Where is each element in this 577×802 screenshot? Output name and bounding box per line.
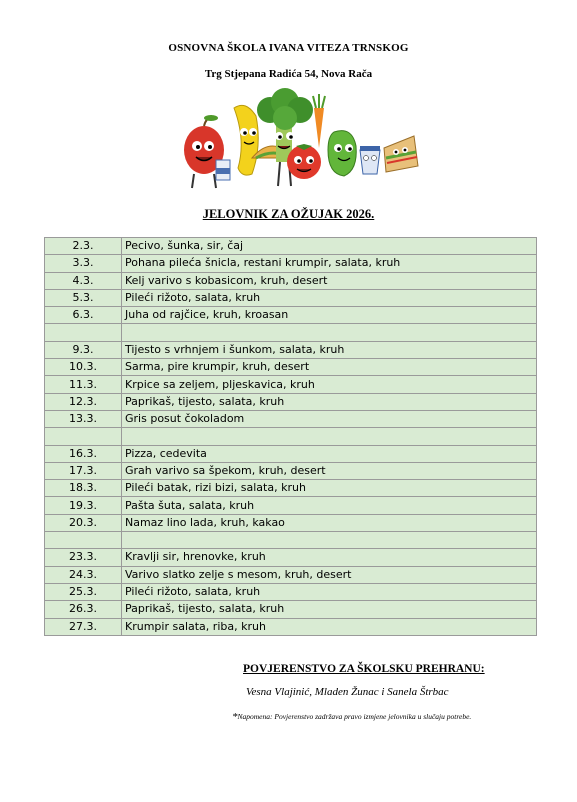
date-cell: 23.3. [45, 549, 122, 566]
meal-cell: Grah varivo sa špekom, kruh, desert [122, 462, 537, 479]
date-cell: 3.3. [45, 255, 122, 272]
date-cell: 18.3. [45, 480, 122, 497]
table-row [45, 618, 537, 635]
table-row [45, 462, 537, 479]
meal-cell [122, 428, 537, 445]
table-row [45, 393, 537, 410]
table-row [45, 307, 537, 324]
table-row [45, 480, 537, 497]
meal-cell: Tijesto s vrhnjem i šunkom, salata, kruh [122, 341, 537, 358]
date-cell: 2.3. [45, 238, 122, 255]
date-cell: 9.3. [45, 341, 122, 358]
table-row [45, 341, 537, 358]
meal-cell [122, 324, 537, 341]
table-row [45, 410, 537, 427]
date-cell: 12.3. [45, 393, 122, 410]
committee-members: Vesna Vlajinić, Mladen Žunac i Sanela Štrbac [246, 686, 449, 698]
date-cell: 17.3. [45, 462, 122, 479]
table-row-spacer [45, 324, 537, 341]
meal-cell: Pileći rižoto, salata, kruh [122, 289, 537, 306]
school-address: Trg Stjepana Radića 54, Nova Rača [204, 68, 373, 80]
meal-cell: Paprikaš, tijesto, salata, kruh [122, 601, 537, 618]
date-cell: 16.3. [45, 445, 122, 462]
meal-cell: Sarma, pire krumpir, kruh, desert [122, 359, 537, 376]
meal-cell: Juha od rajčice, kruh, kroasan [122, 307, 537, 324]
table-row [45, 497, 537, 514]
disclaimer-note [232, 711, 471, 723]
table-row [45, 359, 537, 376]
meal-cell: Kravlji sir, hrenovke, kruh [122, 549, 537, 566]
date-cell: 5.3. [45, 289, 122, 306]
date-cell: 10.3. [45, 359, 122, 376]
date-cell: 27.3. [45, 618, 122, 635]
table-row [45, 566, 537, 583]
table-row [45, 601, 537, 618]
date-cell [45, 428, 122, 445]
meal-cell: Pileći rižoto, salata, kruh [122, 583, 537, 600]
meal-cell: Gris posut čokoladom [122, 410, 537, 427]
table-row [45, 255, 537, 272]
table-row [45, 289, 537, 306]
note-asterisk: * [232, 711, 238, 723]
meal-cell: Pileći batak, rizi bizi, salata, kruh [122, 480, 537, 497]
date-cell: 11.3. [45, 376, 122, 393]
meal-cell: Varivo slatko zelje s mesom, kruh, desert [122, 566, 537, 583]
meal-cell [122, 532, 537, 549]
table-row [45, 238, 537, 255]
date-cell: 26.3. [45, 601, 122, 618]
table-row [45, 549, 537, 566]
table-row [45, 514, 537, 531]
date-cell: 19.3. [45, 497, 122, 514]
meal-cell: Paprikaš, tijesto, salata, kruh [122, 393, 537, 410]
committee-heading: POVJERENSTVO ZA ŠKOLSKU PREHRANU: [243, 663, 485, 675]
date-cell: 25.3. [45, 583, 122, 600]
meal-cell: Kelj varivo s kobasicom, kruh, desert [122, 272, 537, 289]
date-cell: 20.3. [45, 514, 122, 531]
table-row [45, 376, 537, 393]
table-row-spacer [45, 428, 537, 445]
date-cell: 4.3. [45, 272, 122, 289]
meal-cell: Pohana pileća šnicla, restani krumpir, salata, kruh [122, 255, 537, 272]
school-name: OSNOVNA ŠKOLA IVANA VITEZA TRNSKOG [168, 42, 409, 54]
date-cell [45, 324, 122, 341]
menu-title: JELOVNIK ZA OŽUJAK 2026. [202, 207, 375, 221]
meal-cell: Pecivo, šunka, sir, čaj [122, 238, 537, 255]
table-row [45, 272, 537, 289]
fruit-vegetable-characters-illustration [164, 88, 422, 194]
meal-cell: Pašta šuta, salata, kruh [122, 497, 537, 514]
meal-cell: Krpice sa zeljem, pljeskavica, kruh [122, 376, 537, 393]
meal-cell: Pizza, cedevita [122, 445, 537, 462]
table-row-spacer [45, 532, 537, 549]
date-cell: 6.3. [45, 307, 122, 324]
menu-table [44, 237, 537, 636]
date-cell: 13.3. [45, 410, 122, 427]
note-text: Napomena: Povjerenstvo zadržava pravo izmjene jelovnika u slučaju potrebe. [237, 712, 472, 721]
date-cell: 24.3. [45, 566, 122, 583]
table-row [45, 445, 537, 462]
meal-cell: Krumpir salata, riba, kruh [122, 618, 537, 635]
date-cell [45, 532, 122, 549]
meal-cell: Namaz lino lada, kruh, kakao [122, 514, 537, 531]
table-row [45, 583, 537, 600]
